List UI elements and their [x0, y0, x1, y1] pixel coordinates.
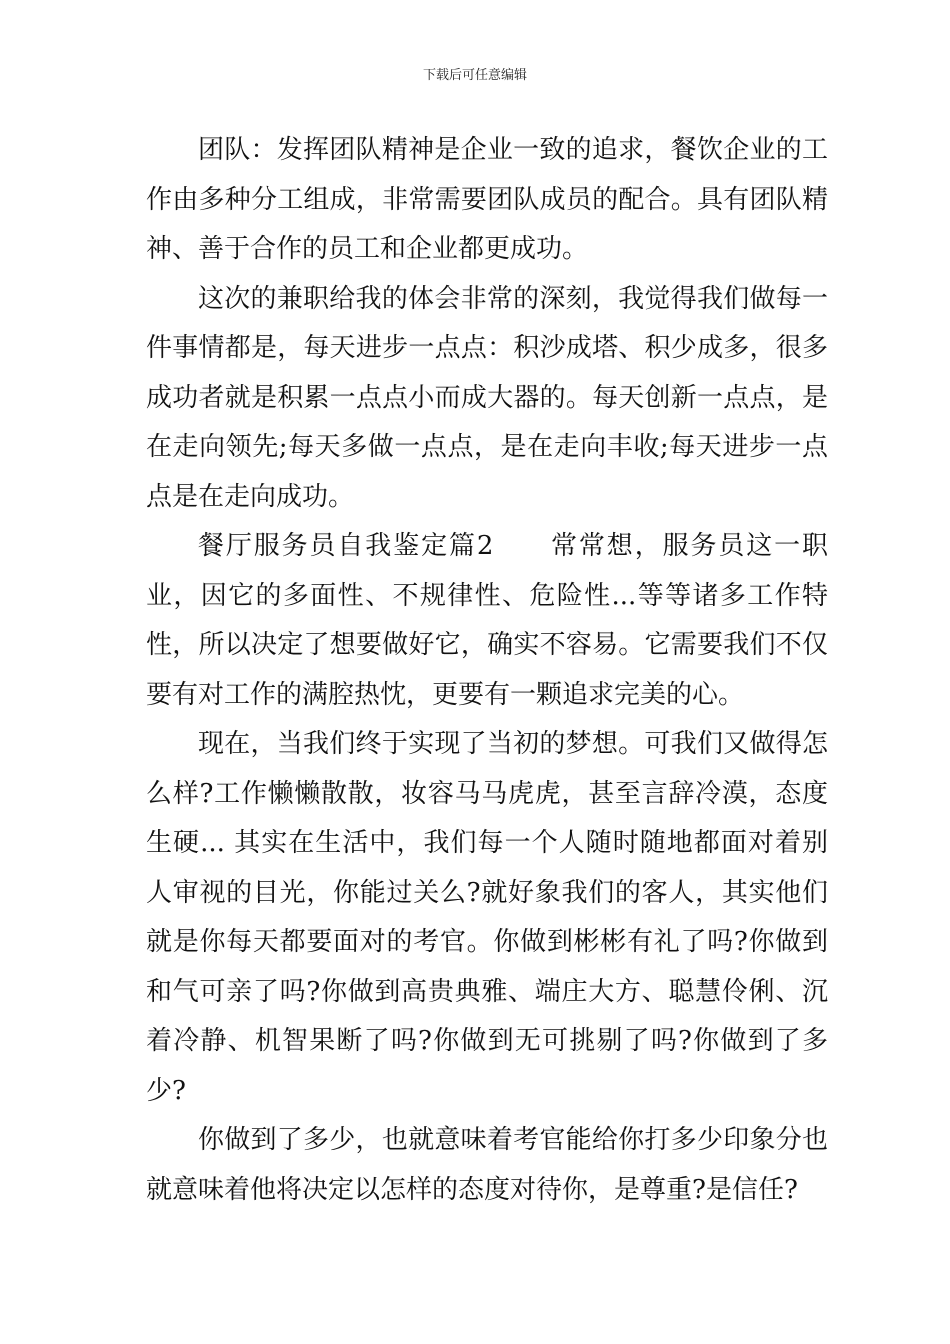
paragraph-impression: 你做到了多少，也就意味着考官能给你打多少印象分也就意味着他将决定以怎样的态度对待你，是尊重?是信任?: [146, 1125, 828, 1205]
paragraph-self-appraisal: 餐厅服务员自我鉴定篇2 常常想，服务员这一职业，因它的多面性、不规律性、危险性...等等诸多工作特性，所以决定了想要做好它，确实不容易。它需要我们不仅要有对工作的满腔热忱，更要有一颗追求完美的心。: [146, 531, 828, 710]
document-body: [146, 126, 828, 1215]
paragraph-reflection: 现在，当我们终于实现了当初的梦想。可我们又做得怎么样?工作懒懒散散，妆容马马虎虎，甚至言辞冷漠，态度生硬... 其实在生活中，我们每一个人随时随地都面对着别人审视的目光，你能过关么?就好象我们的客人，其实他们就是你每天都要面对的考官。你做到彬彬有礼了吗?你做到和气可亲了吗?你做到高贵典雅、端庄大方、聪慧伶俐、沉着冷静、机智果断了吗?你做到无可挑剔了吗?你做到了多少?: [146, 729, 828, 1106]
paragraph-experience: 这次的兼职给我的体会非常的深刻，我觉得我们做每一件事情都是，每天进步一点点：积沙成塔、积少成多，很多成功者就是积累一点点小而成大器的。每天创新一点点，是在走向领先;每天多做一点点，是在走向丰收;每天进步一点点是在走向成功。: [146, 283, 828, 512]
paragraph-teamwork: 团队：发挥团队精神是企业一致的追求，餐饮企业的工作由多种分工组成，非常需要团队成员的配合。具有团队精神、善于合作的员工和企业都更成功。: [146, 135, 828, 264]
header-note: 下载后可任意编辑: [422, 68, 527, 83]
